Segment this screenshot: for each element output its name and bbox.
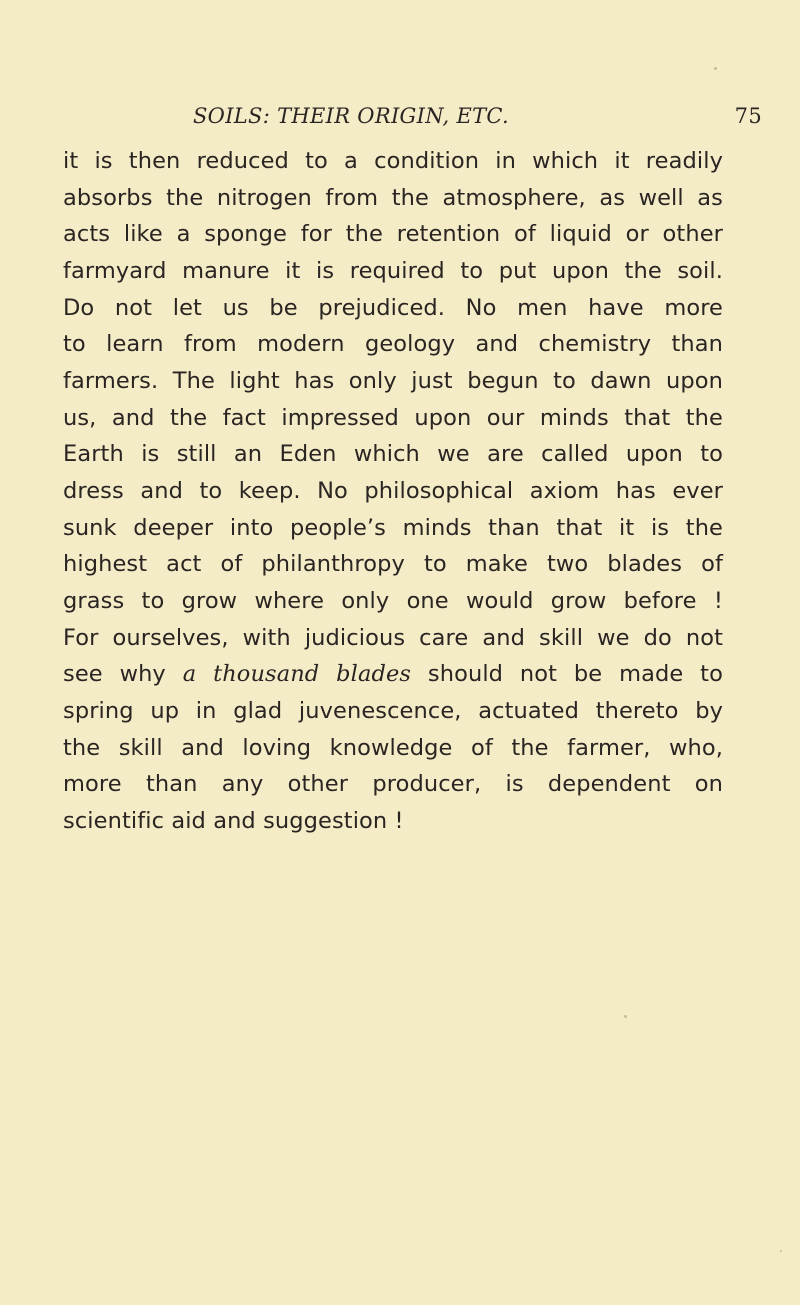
text-line: sunk deeper into people’s minds than that it is the [63,514,723,541]
page-number: 75 [734,104,762,128]
paper-speck [780,1250,782,1252]
text-line: it is then reduced to a condition in which it readily [63,148,723,174]
running-title: SOILS: THEIR ORIGIN, ETC. [193,104,510,128]
body-text [63,143,723,839]
running-head [150,104,770,138]
text-segment: see why [63,661,166,688]
paper-speck [714,67,717,70]
text-line: to learn from modern geology and chemistry than [63,331,723,358]
paper-speck [624,1015,627,1018]
italic-emphasis: a thousand blades [182,661,412,688]
text-line: highest act of philanthropy to make two blades of [63,551,723,578]
text-line: the skill and loving knowledge of the farmer, who, [63,734,723,761]
text-line: absorbs the nitrogen from the atmosphere, as well as [63,184,723,211]
text-line-final: scientific aid and suggestion ! [63,807,404,834]
text-segment: should not be made to [427,661,723,688]
text-line: spring up in glad juvenescence, actuated thereto by [63,697,723,724]
text-line: farmyard manure it is required to put upon the soil. [63,257,723,284]
text-line: grass to grow where only one would grow before ! [63,587,723,614]
text-line: us, and the fact impressed upon our minds that the [63,404,723,431]
text-line-with-emphasis [63,656,723,693]
text-line: Earth is still an Eden which we are called upon to [63,441,723,468]
text-line: more than any other producer, is dependent on [63,771,723,798]
text-line: dress and to keep. No philosophical axiom has ever [63,477,723,504]
text-line: farmers. The light has only just begun to dawn upon [63,367,723,394]
text-line: Do not let us be prejudiced. No men have more [63,294,723,321]
text-line: For ourselves, with judicious care and skill we do not [63,624,723,651]
text-line: acts like a sponge for the retention of liquid or other [63,221,723,248]
